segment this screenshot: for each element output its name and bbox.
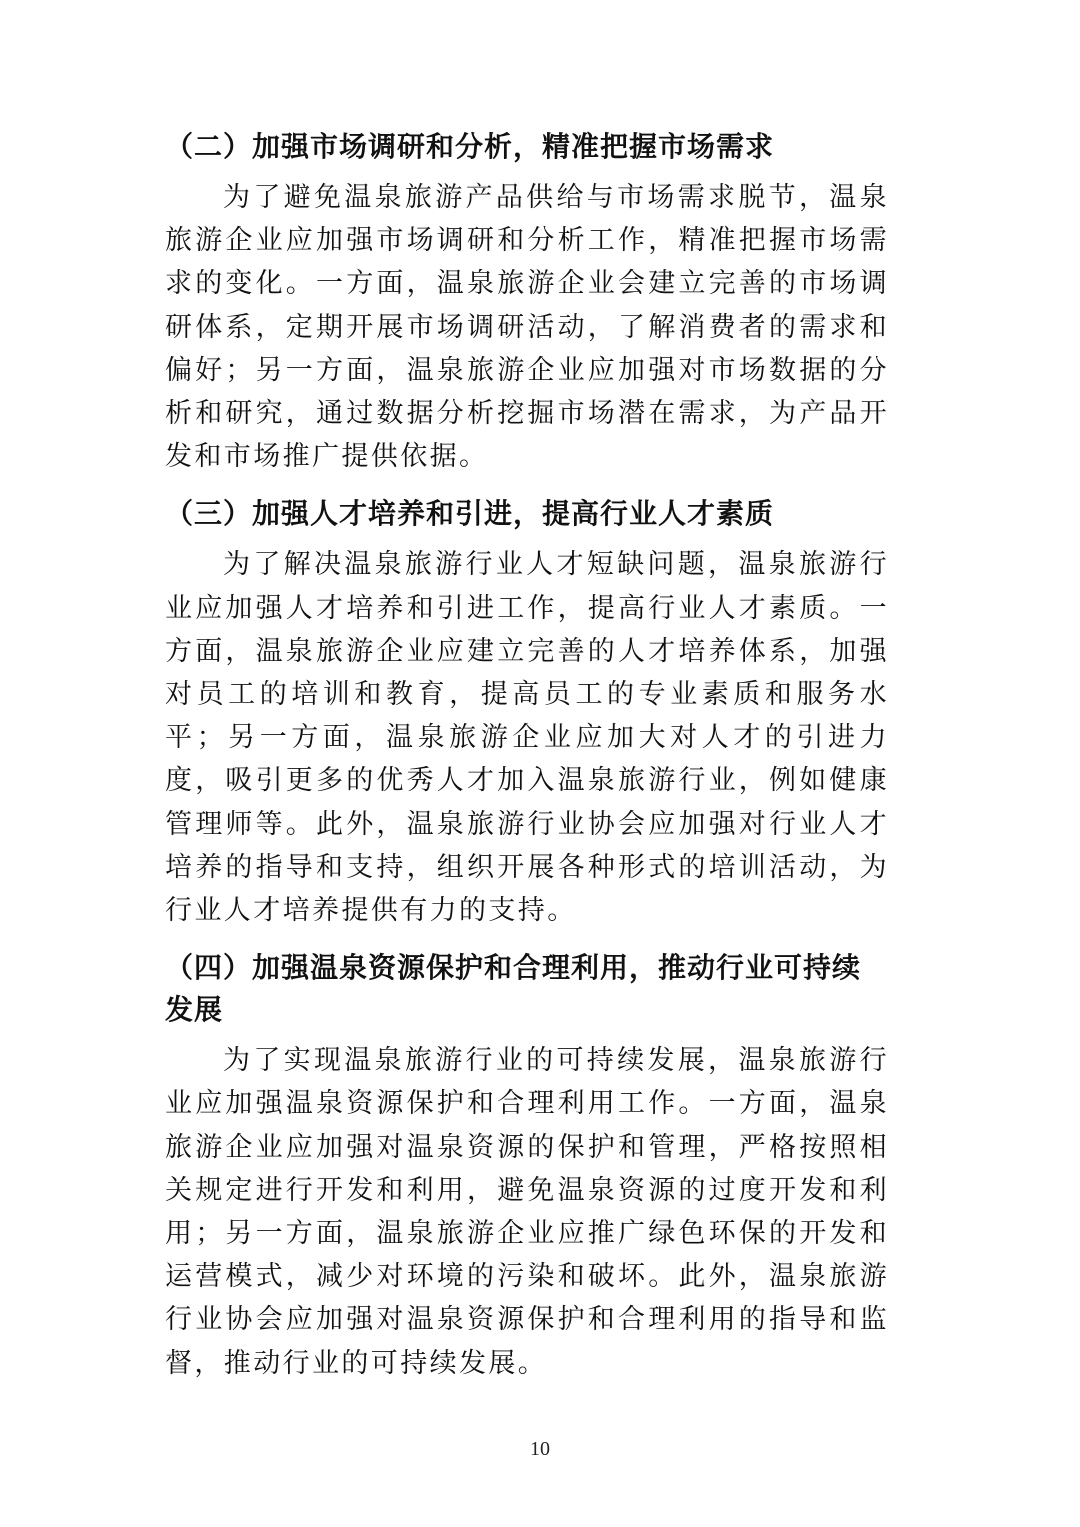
document-content (165, 126, 889, 1385)
section-heading: （二）加强市场调研和分析，精准把握市场需求 (165, 130, 775, 163)
section-heading: （三）加强人才培养和引进，提高行业人才素质 (165, 497, 775, 531)
section-talent-development (165, 493, 889, 932)
section-heading: （四）加强温泉资源保护和合理利用，推动行业可持续发展 (165, 951, 862, 1027)
section-paragraph: 为了避免温泉旅游产品供给与市场需求脱节，温泉旅游企业应加强市场调研和分析工作，精准把握市场需求的变化。一方面，温泉旅游企业会建立完善的市场调研体系，定期开展市场调研活动，了解消费者的需求和偏好；另一方面，温泉旅游企业应加强对市场数据的分析和研究，通过数据分析挖掘市场潜在需求，为产品开发和市场推广提供依据。 (165, 182, 889, 473)
section-paragraph: 为了解决温泉旅游行业人才短缺问题，温泉旅游行业应加强人才培养和引进工作，提高行业人才素质。一方面，温泉旅游企业应建立完善的人才培养体系，加强对员工的培训和教育，提高员工的专业素质和服务水平；另一方面，温泉旅游企业应加大对人才的引进力度，吸引更多的优秀人才加入温泉旅游行业，例如健康管理师等。此外，温泉旅游行业协会应加强对行业人才培养的指导和支持，组织开展各种形式的培训活动，为行业人才培养提供有力的支持。 (165, 549, 889, 927)
section-paragraph: 为了实现温泉旅游行业的可持续发展，温泉旅游行业应加强温泉资源保护和合理利用工作。一方面，温泉旅游企业应加强对温泉资源的保护和管理，严格按照相关规定进行开发和利用，避免温泉资源的过度开发和利用；另一方面，温泉旅游企业应推广绿色环保的开发和运营模式，减少对环境的污染和破坏。此外，温泉旅游行业协会应加强对温泉资源保护和合理利用的指导和监督，推动行业的可持续发展。 (165, 1045, 889, 1379)
section-resource-protection (165, 947, 889, 1385)
section-market-research (165, 126, 889, 478)
page-number: 10 (530, 1438, 550, 1460)
